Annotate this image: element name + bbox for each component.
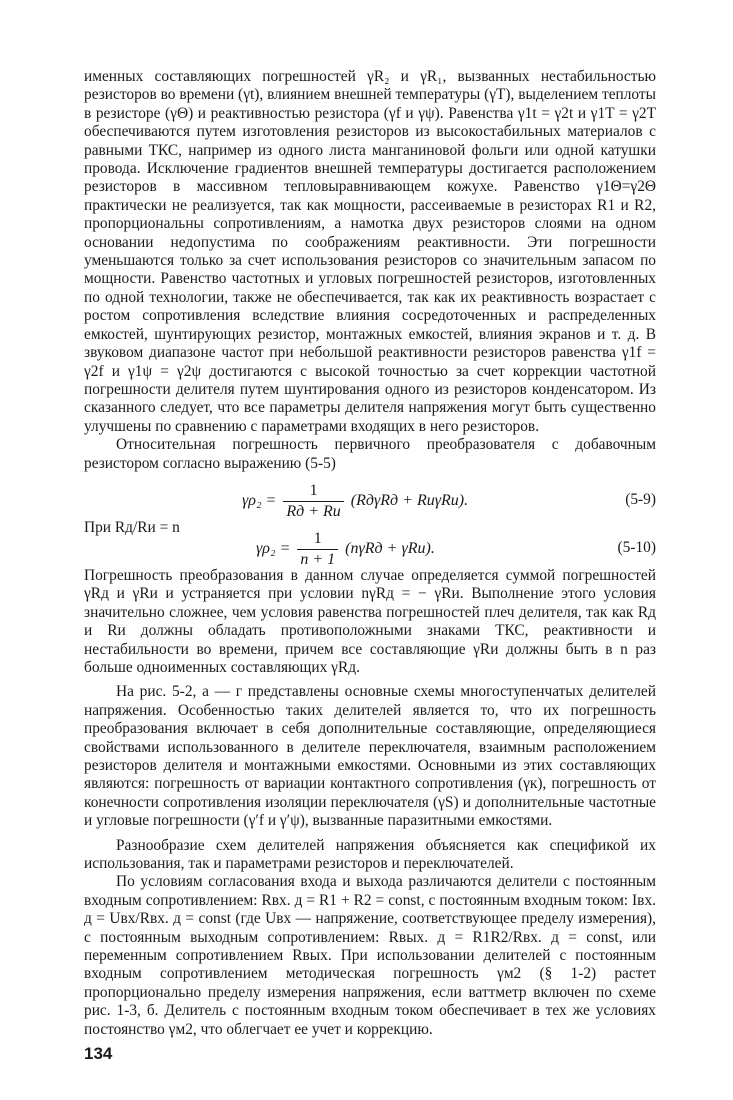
page-number: 134 — [84, 1044, 113, 1063]
equation-5-9-number: (5-9) — [625, 490, 656, 508]
page-body — [84, 68, 656, 1039]
equation-5-9-numerator: 1 — [283, 481, 343, 502]
equation-5-10-number: (5-10) — [617, 538, 656, 556]
equation-5-9-fraction — [283, 481, 343, 522]
paragraph-2: Относительная погрешность первичного преобразователя с добавочным резистором согласно выражению (5-5) — [84, 436, 656, 472]
equation-5-10-numerator: 1 — [297, 529, 338, 550]
equation-5-10 — [84, 523, 656, 567]
equation-5-10-body — [256, 529, 435, 570]
equation-5-10-lhs: γρ₂ = — [256, 540, 291, 558]
equation-5-9-body — [242, 481, 468, 522]
paragraph-7: По условиям согласования входа и выхода различаются делители с постоянным входным сопротивлением: Rвх. д = R1 + R2 = const, с постоянным входным током: Iвх. д = Uвх/Rвх. д = const (где Uвх — напряжение, соответствующее пределу измерения), с постоянным выходным сопротивлением: Rвых. д = R1R2/Rвх. д = const, или переменным сопротивлением Rвых. При использовании делителей с постоянным входным сопротивлением методическая погрешность γм2 (§ 1-2) растет пропорционально пределу измерения напряжения, если ваттметр включен по схеме рис. 1-3, б. Делитель с постоянным входным током обеспечивает в тех же условиях постоянство γм2, что облегчает ее учет и коррекцию. — [84, 873, 656, 1038]
condition-line: При Rд/Rи = n — [84, 518, 180, 536]
equation-5-10-fraction — [297, 529, 338, 570]
paragraph-5: На рис. 5-2, а — г представлены основные схемы многоступенчатых делителей напряжения. Особенностью таких делителей является то, что их погрешность преобразования включает в себя дополнительные составляющие, определяющиеся свойствами использованного в делителе переключателя, взаимным расположением резисторов делителя и монтажными емкостями. Основными из этих составляющих являются: погрешность от вариации контактного сопротивления (γк), погрешность от конечности сопротивления изоляции переключателя (γS) и дополнительные частотные и угловые погрешности (γ′f и γ′ψ), вызванные паразитными емкостями. — [84, 683, 656, 830]
equation-5-9-rhs: (RдγRд + RиγRи). — [350, 492, 469, 510]
equation-5-9 — [84, 473, 656, 520]
equation-5-9-lhs: γρ₂ = — [242, 492, 277, 510]
paragraph-1: именных составляющих погрешностей γR₂ и γR₁, вызванных нестабильностью резисторов во времени (γt), влиянием внешней температуры (γT), выделением теплоты в резисторе (γΘ) и реактивностью резистора (γf и γψ). Равенства γ1t = γ2t и γ1T = γ2T обеспечиваются путем изготовления резисторов из высокостабильных материалов с равными ТКС, например из одного листа манганиновой фольги или одной катушки провода. Исключение градиентов внешней температуры достигается расположением резисторов в массивном тепловыравнивающем кожухе. Равенство γ1Θ=γ2Θ практически не реализуется, так как мощности, рассеиваемые в резисторах R1 и R2, пропорциональны сопротивлениям, а намотка двух резисторов слоями на одном основании недопустима по соображениям реактивности. Эти погрешности уменьшаются только за счет использования резисторов со значительным запасом по мощности. Равенство частотных и угловых погрешностей резисторов, изготовленных по одной технологии, также не обеспечивается, так как их реактивность возрастает с ростом сопротивления вследствие влияния сосредоточенных и распределенных емкостей, шунтирующих резистор, монтажных емкостей, влияния экранов и т. д. В звуковом диапазоне частот при небольшой реактивности резисторов равенства γ1f = γ2f и γ1ψ = γ2ψ достигаются с высокой точностью за счет коррекции частотной погрешности делителя путем шунтирования одного из резисторов конденсатором. Из сказанного следует, что все параметры делителя напряжения могут быть существенно улучшены по сравнению с параметрами входящих в него резисторов. — [84, 68, 656, 435]
equation-5-9-denominator: Rд + Rи — [286, 502, 341, 520]
equation-5-10-rhs: (nγRд + γRи). — [345, 540, 435, 558]
paragraph-6: Разнообразие схем делителей напряжения объясняется как спецификой их использования, так и параметрами резисторов и переключателей. — [84, 836, 656, 873]
equation-5-10-denominator: n + 1 — [300, 550, 336, 568]
paragraph-4: Погрешность преобразования в данном случае определяется суммой погрешностей γRд и γRи и устраняется при условии nγRд = − γRи. Выполнение этого условия значительно сложнее, чем условия равенства погрешностей плеч делителя, так как Rд и Rи должны обладать противоположными знаками ТКС, реактивности и нестабильности во времени, причем все составляющие γRи должны быть в n раз больше одноименных составляющих γRд. — [84, 566, 656, 676]
